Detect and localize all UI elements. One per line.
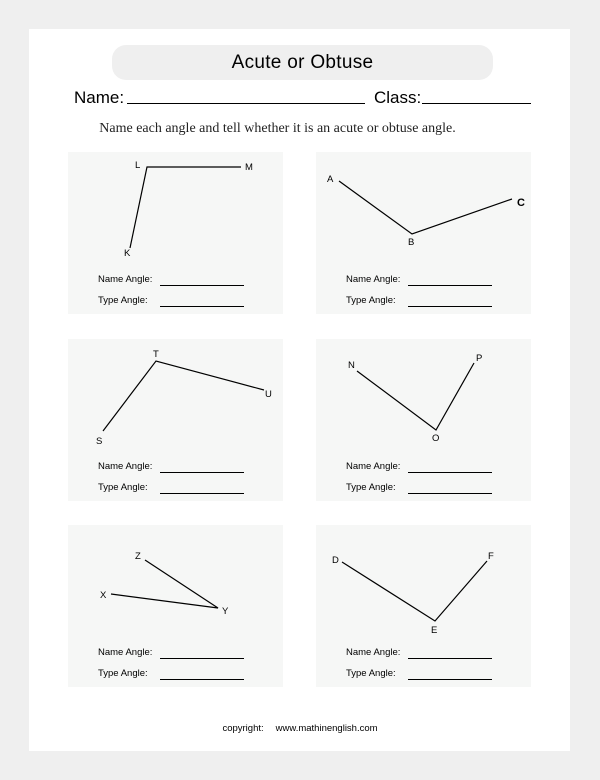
name-angle-label: Name Angle: — [346, 274, 401, 285]
point-label: N — [348, 360, 355, 371]
angle-lines — [339, 181, 512, 234]
class-label: Class: — [374, 88, 422, 107]
class-field[interactable] — [422, 103, 531, 104]
name-angle-label: Name Angle: — [98, 647, 153, 658]
name-angle-answer[interactable] — [160, 285, 244, 286]
angle-lines — [357, 363, 474, 430]
point-label: O — [432, 433, 440, 444]
point-label: A — [327, 174, 334, 185]
point-label: C — [517, 197, 525, 209]
type-angle-label: Type Angle: — [98, 482, 148, 493]
name-angle-label: Name Angle: — [346, 461, 401, 472]
type-angle-answer[interactable] — [160, 679, 244, 680]
point-label: L — [135, 160, 141, 171]
name-label: Name: — [74, 88, 125, 107]
angle-diagram-5 — [68, 525, 283, 687]
instructions: Name each angle and tell whether it is an acute or obtuse angle. — [99, 121, 456, 136]
type-angle-label: Type Angle: — [98, 668, 148, 679]
name-angle-answer[interactable] — [408, 658, 492, 659]
point-label: T — [153, 349, 159, 360]
type-angle-answer[interactable] — [408, 306, 492, 307]
type-angle-answer[interactable] — [160, 306, 244, 307]
point-label: D — [332, 555, 339, 566]
point-label: K — [124, 248, 131, 259]
website-link[interactable]: www.mathinenglish.com — [275, 723, 378, 734]
angle-problem-1 — [68, 152, 283, 314]
point-label: Y — [222, 606, 229, 617]
angle-problem-4 — [316, 339, 531, 501]
name-angle-label: Name Angle: — [346, 647, 401, 658]
angle-problem-5 — [68, 525, 283, 687]
point-label: F — [488, 551, 494, 562]
copyright-label: copyright: — [222, 723, 264, 734]
name-angle-answer[interactable] — [160, 658, 244, 659]
worksheet-title — [112, 45, 493, 80]
point-label: Z — [135, 551, 141, 562]
angle-diagram-2 — [316, 152, 531, 314]
angle-lines — [111, 560, 218, 608]
name-angle-answer[interactable] — [160, 472, 244, 473]
type-angle-label: Type Angle: — [98, 295, 148, 306]
name-angle-answer[interactable] — [408, 285, 492, 286]
angle-lines — [130, 167, 241, 248]
point-label: S — [96, 436, 103, 447]
angle-lines — [342, 561, 487, 621]
name-field[interactable] — [127, 103, 365, 104]
title-text: Acute or Obtuse — [231, 51, 374, 73]
angle-diagram-6 — [316, 525, 531, 687]
name-angle-label: Name Angle: — [98, 461, 153, 472]
type-angle-answer[interactable] — [408, 493, 492, 494]
angle-diagram-1 — [68, 152, 283, 314]
angle-problem-2 — [316, 152, 531, 314]
type-angle-label: Type Angle: — [346, 668, 396, 679]
angle-diagram-4 — [316, 339, 531, 501]
type-angle-answer[interactable] — [408, 679, 492, 680]
type-angle-answer[interactable] — [160, 493, 244, 494]
point-label: M — [245, 162, 253, 173]
type-angle-label: Type Angle: — [346, 482, 396, 493]
type-angle-label: Type Angle: — [346, 295, 396, 306]
name-angle-answer[interactable] — [408, 472, 492, 473]
point-label: X — [100, 590, 107, 601]
angle-problem-6 — [316, 525, 531, 687]
angle-lines — [103, 361, 264, 431]
point-label: P — [476, 353, 483, 364]
angle-diagram-3 — [68, 339, 283, 501]
angle-problem-3 — [68, 339, 283, 501]
point-label: E — [431, 625, 438, 636]
footer — [0, 723, 600, 734]
name-angle-label: Name Angle: — [98, 274, 153, 285]
point-label: U — [265, 389, 272, 400]
point-label: B — [408, 237, 415, 248]
